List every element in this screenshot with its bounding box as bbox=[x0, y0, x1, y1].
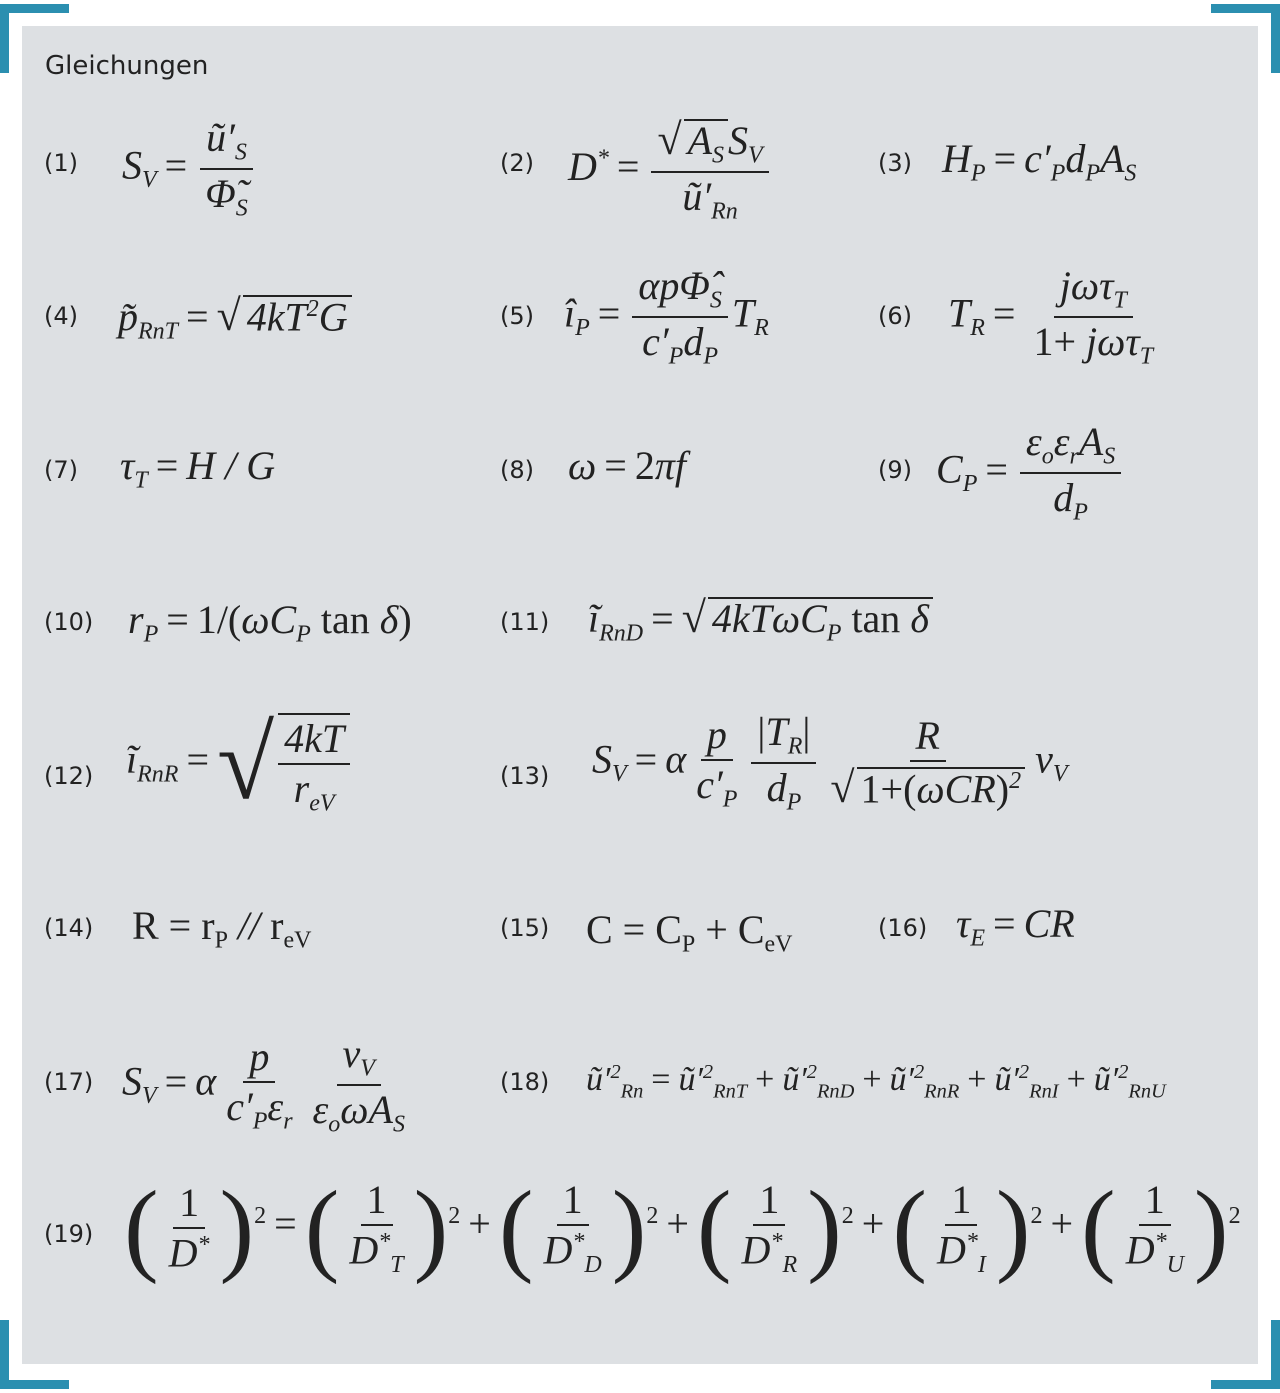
equation-8: ω = 2πf bbox=[568, 443, 686, 488]
equation-number: (3) bbox=[878, 149, 912, 177]
equation-number: (6) bbox=[878, 302, 912, 330]
equation-16: $\tau_E$ = CR bbox=[956, 901, 1075, 952]
equation-number: (10) bbox=[44, 608, 94, 636]
equation-13: $S_V = \alpha$ $\frac{p}{c'_P}$ $\frac{|T_R|}{d_P}$ $\frac{R}{√ 1+(\omega CR)^2}$ $v_V$ bbox=[592, 709, 1068, 816]
equation-15: $C = C_P + C_{eV}$ bbox=[586, 907, 793, 958]
equation-14: $R = r_P // r_{eV}$ bbox=[132, 903, 312, 954]
equation-19: ( $\frac{1}{D^*}$ )$^2$ =( $\frac{1}{D^*_T}$ )$^2$ +( $\frac{1}{D^*_D}$ )$^2$ +( $\frac{1}{D^*_R}$ )$^2$ +( $\frac{1}{D^*_I}$ )$^2$ +( $\frac{1}{D^*_U}$ )$^2$ bbox=[124, 1170, 1241, 1285]
equation-number: (18) bbox=[500, 1068, 550, 1096]
equation-17: $S_V = \alpha$ $\frac{p}{c'_P\varepsilon_r}$ $\frac{v_V}{\varepsilon_o\omega A_S}$ bbox=[122, 1031, 405, 1138]
equation-10: $r_P = 1/(\omega C_P$ tan δ) bbox=[128, 597, 412, 648]
equation-number: (11) bbox=[500, 608, 550, 636]
equation-4: $p̃_{RnT}$ = √ $4kT^2G$ bbox=[118, 294, 352, 343]
equation-number: (12) bbox=[44, 762, 94, 790]
equation-number: (13) bbox=[500, 762, 550, 790]
equation-2: D* = $\frac{√ A_S S_V}{ũ'_{Rn}}$ bbox=[568, 118, 773, 224]
equation-number: (8) bbox=[500, 456, 534, 484]
equation-6: $T_R$ = $\frac{j\omega\tau_T}{1+ j\omega\tau_T}$ bbox=[948, 263, 1154, 370]
equation-number: (15) bbox=[500, 914, 550, 942]
equation-number: (7) bbox=[44, 456, 78, 484]
equation-11: $ĩ_{RnD}$ = √ 4kTωC$_P$ tan δ bbox=[588, 596, 933, 645]
equation-1: $S_V$ = $\frac{ũ'_S}{\Phĩ_S}$ bbox=[122, 118, 258, 221]
equation-5: $î_P$ = $\frac{\alpha p\Phî_S}{c'_Pd_P}$ $T_R$ bbox=[564, 263, 769, 370]
panel-heading: Gleichungen bbox=[45, 51, 209, 81]
equation-7: $\tau_T = H / G$ bbox=[120, 443, 276, 494]
equation-9: $C_P$ = $\frac{\varepsilon_o\varepsilon_rA_S}{d_P}$ bbox=[936, 422, 1125, 525]
equation-number: (16) bbox=[878, 914, 928, 942]
equation-number: (1) bbox=[44, 149, 78, 177]
equation-number: (4) bbox=[44, 302, 78, 330]
equation-number: (2) bbox=[500, 149, 534, 177]
equation-number: (14) bbox=[44, 914, 94, 942]
equation-number: (5) bbox=[500, 302, 534, 330]
equations-panel bbox=[22, 26, 1258, 1364]
equation-3: $H_P = c'_Pd_PA_S$ bbox=[942, 136, 1137, 187]
equation-number: (19) bbox=[44, 1220, 94, 1248]
equation-12: $ĩ_{RnR}$ =√ $\frac{4kT}{r_{eV}}$ bbox=[126, 712, 354, 816]
equation-18: $ũ'^2_{Rn}$ = $ũ'^2_{RnT}$ + $ũ'^2_{RnD}$ + $ũ'^2_{RnR}$ + $ũ'^2_{RnI}$ + $ũ'^2_{RnU}$ bbox=[586, 1061, 1166, 1103]
equation-number: (9) bbox=[878, 456, 912, 484]
equation-number: (17) bbox=[44, 1068, 94, 1096]
